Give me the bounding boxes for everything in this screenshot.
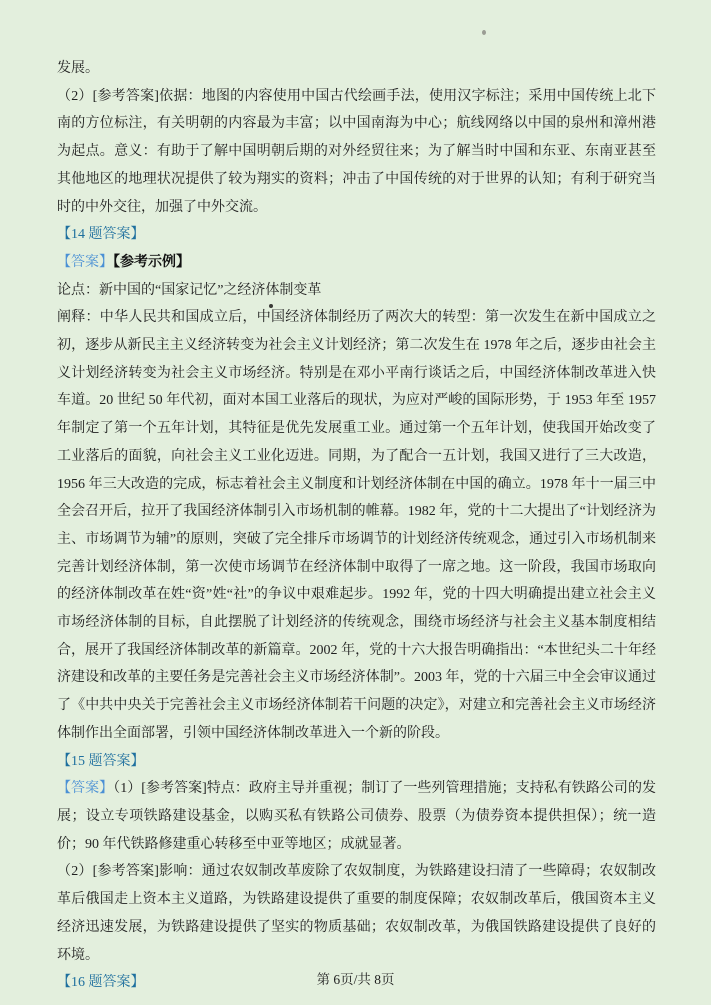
paragraph-q15-part2 (57, 858, 656, 969)
text-run-header: 【14 题答案】 (57, 227, 145, 243)
text-run-bold: 【参考示例】 (113, 254, 190, 270)
text-run: （2）[参考答案]依据：地图的内容使用中国古代绘画手法，使用汉字标注；采用中国传统上北下南的方位标注，有关明朝的内容最为丰富；以中国南海为中心；航线网络以中国的泉州和漳州港为起点。意义：有助于了解中国明朝后期的对外经贸往来；为了解当时中国和东亚、东南亚甚至其他地区的地理状况提供了较为翔实的资料；冲击了中国传统的对于世界的认知；有利于研究当时的中外交往，加强了中外交流。 (57, 88, 656, 215)
scan-artifact-dot (482, 30, 486, 35)
section-header-q15 (57, 748, 656, 776)
text-run-header: 【15 题答案】 (57, 753, 145, 769)
text-run: （2）[参考答案]影响：通过农奴制改革废除了农奴制度，为铁路建设扫清了一些障碍；农奴制改革后俄国走上资本主义道路，为铁路建设提供了重要的制度保障；农奴制改革后，俄国资本主义经济迅速发展，为铁路建设提供了坚实的物质基础；农奴制改革，为俄国铁路建设提供了良好的环境。 (57, 864, 656, 963)
text-run-answer: 【答案】 (57, 254, 113, 270)
paragraph-q14-answer-label (57, 249, 656, 277)
document-body (57, 55, 656, 997)
text-run-header: 【16 题答案】 (57, 975, 145, 991)
text-run: 发展。 (57, 61, 99, 76)
paragraph-q13-part2 (57, 83, 656, 222)
paragraph-tail (57, 55, 656, 83)
text-run: 阐释：中华人民共和国成立后，中国经济体制经历了两次大的转型：第一次发生在新中国成立之初，逐步从新民主主义经济转变为社会主义计划经济；第二次发生在 1978 年之后，逐步由社会主义计划经济转变为社会主义市场经济。特别是在邓小平南行谈话之后，中国经济体制改革进入快车道。20 世纪 50 年代初，面对本国工业落后的现状，为应对严峻的国际形势，于 1953 年至 1957 年制定了第一个五年计划，其特征是优先发展重工业。通过第一个五年计划，使我国开始改变了工业落后的面貌，向社会主义工业化迈进。同期，为了配合一五计划，我国又进行了三大改造，1956 年三大改造的完成，标志着社会主义制度和计划经济体制在中国的确立。1978 年十一届三中全会召开后，拉开了我国经济体制引入市场机制的帷幕。1982 年，党的十二大提出了“计划经济为主、市场调节为辅”的原则，突破了完全排斥市场调节的计划经济传统观念，通过引入市场机制来完善计划经济体制，第一次使市场调节在经济体制中取得了一席之地。这一阶段，我国市场取向的经济体制改革在姓“资”姓“社”的争议中艰难起步。1992 年，党的十四大明确提出建立社会主义市场经济体制的目标，自此摆脱了计划经济的传统观念，围绕市场经济与社会主义基本制度相结合，展开了我国经济体制改革的新篇章。2002 年，党的十六大报告明确指出：“本世纪头二十年经济建设和改革的主要任务是完善社会主义市场经济体制”。2003 年，党的十六届三中全会审议通过了《中共中央关于完善社会主义市场经济体制若干问题的决定》，对建立和完善社会主义市场经济体制作出全面部署，引领中国经济体制改革进入一个新的阶段。 (57, 310, 656, 741)
paragraph-q14-explanation (57, 304, 656, 747)
text-run: 论点：新中国的“国家记忆”之经济体制变革 (57, 282, 322, 298)
text-run-answer: 【答案】 (57, 781, 114, 797)
scan-artifact-dot (269, 304, 273, 308)
paragraph-q15-part1 (57, 775, 656, 858)
section-header-q14 (57, 221, 656, 249)
text-run: （1）[参考答案]特点：政府主导并重视；制订了一些列管理措施；支持私有铁路公司的发展；设立专项铁路建设基金，以购买私有铁路公司债券、股票（为债券资本提供担保）；统一造价；90 年代铁路修建重心转移至中亚等地区；成就显著。 (57, 781, 656, 852)
paragraph-q14-thesis (57, 277, 656, 305)
page-number-indicator: 第 6页/共 8页 (316, 972, 395, 987)
